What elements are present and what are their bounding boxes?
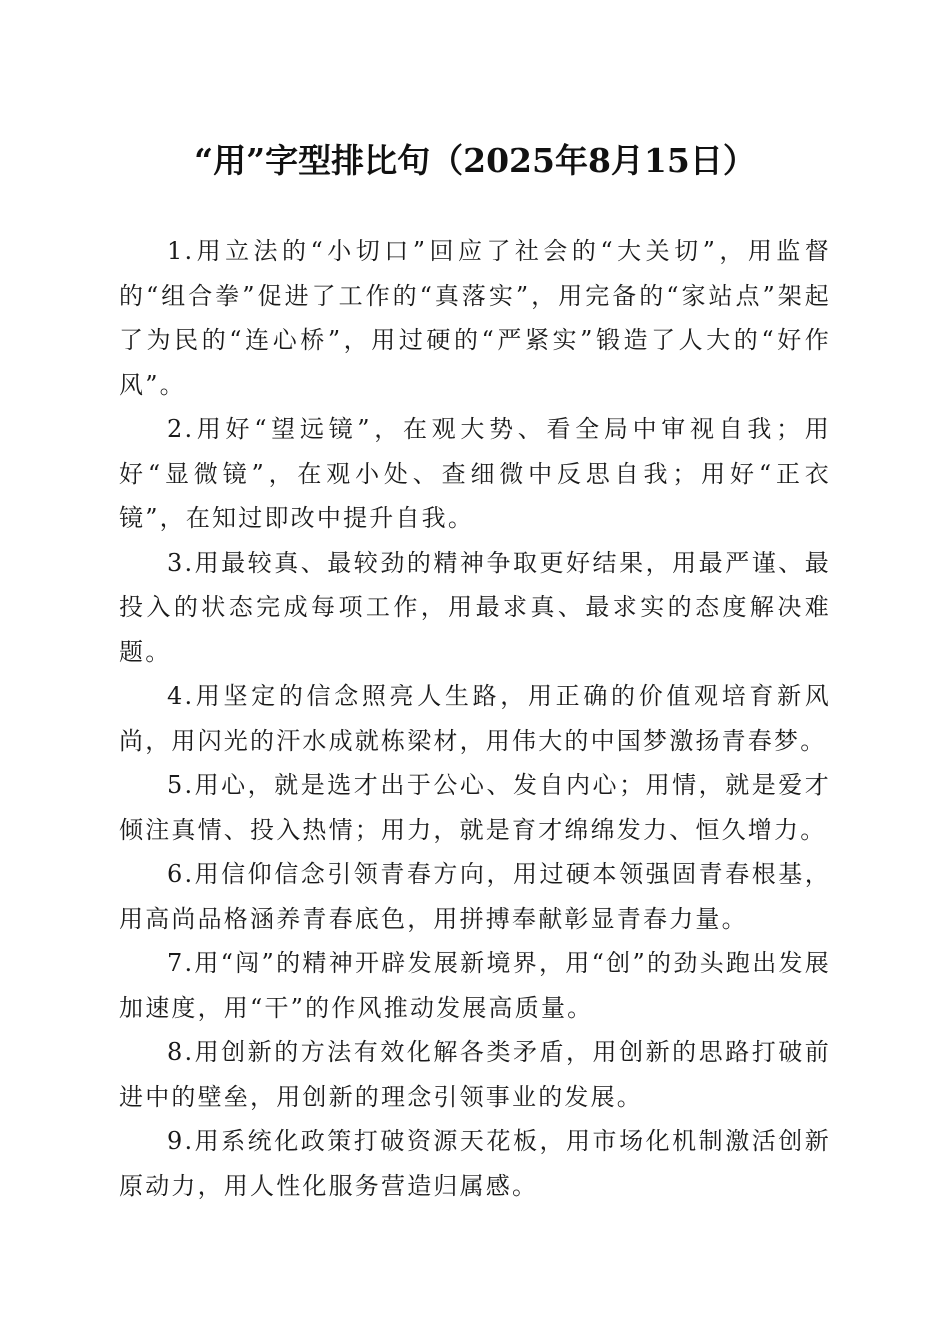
document-title: “用”字型排比句（2025年8月15日） [194, 141, 756, 180]
paragraph-9: 9.用系统化政策打破资源天花板，用市场化机制激活创新原动力，用人性化服务营造归属感。 [119, 1127, 831, 1200]
paragraph-2: 2.用好“望远镜”，在观大势、看全局中审视自我；用好“显微镜”，在观小处、查细微中反思自我；用好“正衣镜”，在知过即改中提升自我。 [119, 415, 831, 532]
paragraph-8: 8.用创新的方法有效化解各类矛盾，用创新的思路打破前进中的壁垒，用创新的理念引领事业的发展。 [119, 1038, 831, 1111]
paragraph-1: 1.用立法的“小切口”回应了社会的“大关切”，用监督的“组合拳”促进了工作的“真落实”，用完备的“家站点”架起了为民的“连心桥”，用过硬的“严紧实”锻造了人大的“好作风”。 [119, 237, 831, 399]
paragraph-6: 6.用信仰信念引领青春方向，用过硬本领强固青春根基，用高尚品格涵养青春底色，用拼搏奉献彰显青春力量。 [119, 860, 831, 933]
paragraph-3: 3.用最较真、最较劲的精神争取更好结果，用最严谨、最投入的状态完成每项工作，用最求真、最求实的态度解决难题。 [119, 548, 831, 666]
document-body [119, 229, 831, 1208]
paragraph-7: 7.用“闯”的精神开辟发展新境界，用“创”的劲头跑出发展加速度，用“干”的作风推动发展高质量。 [119, 949, 831, 1022]
paragraph-4: 4.用坚定的信念照亮人生路，用正确的价值观培育新风尚，用闪光的汗水成就栋梁材，用伟大的中国梦激扬青春梦。 [119, 682, 831, 755]
paragraph-5: 5.用心，就是选才出于公心、发自内心；用情，就是爱才倾注真情、投入热情；用力，就是育才绵绵发力、恒久增力。 [119, 771, 831, 844]
